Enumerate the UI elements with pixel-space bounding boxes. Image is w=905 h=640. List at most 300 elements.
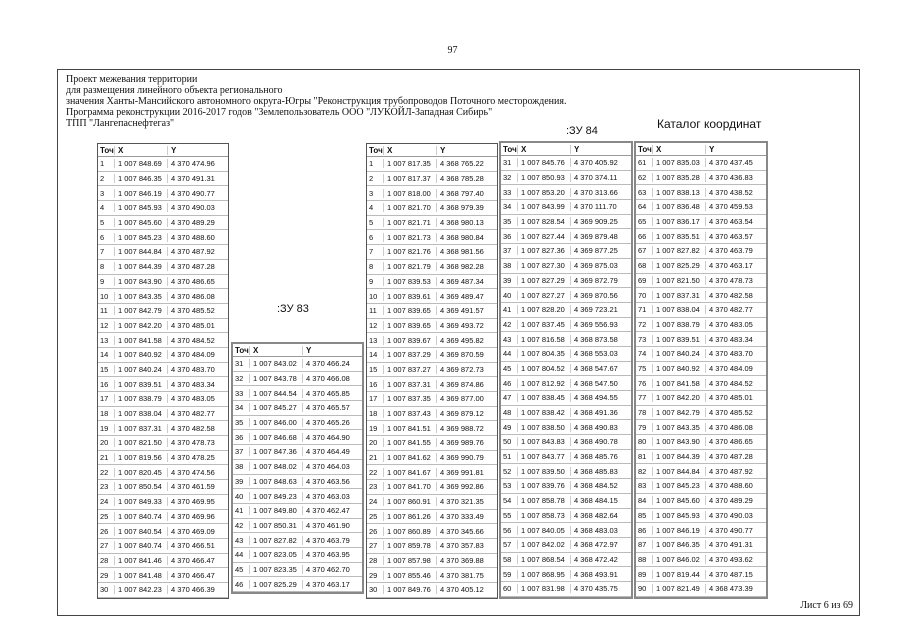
y-coordinate: 4 370 459.53 [705, 202, 764, 211]
x-coordinate: 1 007 840.74 [114, 541, 167, 550]
table-row [367, 524, 497, 539]
point-number: 31 [503, 158, 512, 168]
y-coordinate: 4 370 464.03 [302, 462, 361, 471]
point-number: 37 [503, 246, 512, 256]
y-coordinate: 4 369 877.00 [436, 394, 495, 403]
y-coordinate: 4 370 435.75 [570, 584, 629, 593]
table-row [501, 332, 631, 347]
table-row [636, 185, 766, 200]
point-number: 12 [100, 320, 109, 330]
x-coordinate: 1 007 850.93 [517, 173, 570, 182]
point-number: 61 [638, 158, 647, 168]
x-coordinate: 1 007 868.95 [517, 570, 570, 579]
x-coordinate: 1 007 849.80 [249, 506, 302, 515]
y-coordinate: 4 370 493.62 [705, 555, 764, 564]
y-coordinate: 4 370 491.31 [705, 540, 764, 549]
y-coordinate: 4 370 438.52 [705, 188, 764, 197]
table-row [98, 333, 228, 348]
point-number: 70 [638, 290, 647, 300]
x-coordinate: 1 007 839.67 [383, 336, 436, 345]
y-coordinate: 4 368 982.28 [436, 262, 495, 271]
table-row [501, 479, 631, 494]
point-number: 74 [638, 349, 647, 359]
point-number: 50 [503, 437, 512, 447]
y-coordinate: 4 370 313.66 [570, 188, 629, 197]
point-number: 4 [100, 203, 105, 213]
y-coordinate: 4 370 488.60 [705, 481, 764, 490]
point-number: 19 [100, 423, 109, 433]
table-row [98, 377, 228, 392]
x-coordinate: 1 007 845.76 [517, 158, 570, 167]
y-coordinate: 4 369 990.79 [436, 453, 495, 462]
y-coordinate: 4 369 877.25 [570, 246, 629, 255]
point-number: 8 [369, 262, 374, 272]
point-number: 5 [100, 218, 105, 228]
table-row [636, 391, 766, 406]
x-coordinate: 1 007 836.17 [652, 217, 705, 226]
y-coordinate: 4 370 405.92 [570, 158, 629, 167]
header-y: Y [302, 346, 361, 355]
header-y: Y [570, 145, 629, 154]
x-coordinate: 1 007 839.51 [652, 335, 705, 344]
y-coordinate: 4 370 478.73 [167, 438, 226, 447]
table-row [501, 553, 631, 568]
table-row [98, 451, 228, 466]
x-coordinate: 1 007 804.52 [517, 364, 570, 373]
x-coordinate: 1 007 841.62 [383, 453, 436, 462]
header-line-3: значения Ханты-Мансийского автономного округа-Югры "Реконструкция трубопроводов Поточного месторождения. [66, 96, 567, 107]
x-coordinate: 1 007 821.71 [383, 218, 436, 227]
point-number: 43 [235, 535, 244, 545]
table-row [636, 435, 766, 450]
table-row [501, 464, 631, 479]
table-row [501, 509, 631, 524]
y-coordinate: 4 368 485.83 [570, 467, 629, 476]
point-number: 29 [100, 570, 109, 580]
table-row [636, 553, 766, 568]
y-coordinate: 4 368 980.13 [436, 218, 495, 227]
y-coordinate: 4 369 487.34 [436, 277, 495, 286]
y-coordinate: 4 369 556.93 [570, 320, 629, 329]
point-number: 21 [100, 453, 109, 463]
y-coordinate: 4 369 879.48 [570, 232, 629, 241]
x-coordinate: 1 007 843.78 [249, 374, 302, 383]
y-coordinate: 4 370 482.58 [167, 424, 226, 433]
y-coordinate: 4 369 989.76 [436, 438, 495, 447]
y-coordinate: 4 370 478.25 [167, 453, 226, 462]
point-number: 38 [503, 261, 512, 271]
table-row [636, 582, 766, 597]
table-row [636, 288, 766, 303]
y-coordinate: 4 368 472.97 [570, 540, 629, 549]
table-row [367, 539, 497, 554]
table-row [233, 430, 362, 445]
table-row [233, 386, 362, 401]
point-number: 14 [369, 350, 378, 360]
point-number: 14 [100, 350, 109, 360]
y-coordinate: 4 368 765.22 [436, 159, 495, 168]
header-line-1: Проект межевания территории [66, 74, 198, 85]
y-coordinate: 4 370 466.39 [167, 585, 226, 594]
x-coordinate: 1 007 839.51 [114, 380, 167, 389]
x-coordinate: 1 007 821.70 [383, 203, 436, 212]
table-row [501, 259, 631, 274]
x-coordinate: 1 007 840.54 [114, 527, 167, 536]
y-coordinate: 4 370 463.79 [302, 536, 361, 545]
table-row [98, 524, 228, 539]
table-row [98, 363, 228, 378]
y-coordinate: 4 370 463.95 [302, 550, 361, 559]
point-number: 21 [369, 453, 378, 463]
point-number: 81 [638, 452, 647, 462]
point-number: 33 [235, 388, 244, 398]
y-coordinate: 4 370 483.05 [705, 320, 764, 329]
point-number: 60 [503, 584, 512, 594]
point-number: 22 [100, 467, 109, 477]
table-row [98, 421, 228, 436]
table-row [636, 274, 766, 289]
point-number: 32 [235, 374, 244, 384]
point-number: 2 [369, 174, 374, 184]
point-number: 30 [100, 585, 109, 595]
table-row [98, 230, 228, 245]
y-coordinate: 4 370 464.90 [302, 433, 361, 442]
point-number: 66 [638, 231, 647, 241]
point-number: 29 [369, 570, 378, 580]
x-coordinate: 1 007 859.78 [383, 541, 436, 550]
x-coordinate: 1 007 847.36 [249, 447, 302, 456]
x-coordinate: 1 007 821.50 [114, 438, 167, 447]
x-coordinate: 1 007 844.39 [114, 262, 167, 271]
table-row [367, 480, 497, 495]
table-row [367, 172, 497, 187]
point-number: 12 [369, 320, 378, 330]
x-coordinate: 1 007 816.58 [517, 335, 570, 344]
table-row [367, 451, 497, 466]
table-row [636, 347, 766, 362]
table-row [233, 372, 362, 387]
point-number: 8 [100, 262, 105, 272]
x-coordinate: 1 007 827.30 [517, 261, 570, 270]
y-coordinate: 4 368 490.78 [570, 437, 629, 446]
y-coordinate: 4 370 381.75 [436, 571, 495, 580]
x-coordinate: 1 007 845.27 [249, 403, 302, 412]
table-row [98, 260, 228, 275]
x-coordinate: 1 007 835.03 [652, 158, 705, 167]
x-coordinate: 1 007 825.29 [249, 580, 302, 589]
point-number: 24 [369, 497, 378, 507]
y-coordinate: 4 368 547.50 [570, 379, 629, 388]
x-coordinate: 1 007 804.35 [517, 349, 570, 358]
y-coordinate: 4 370 487.28 [705, 452, 764, 461]
table-row [367, 333, 497, 348]
table-row [636, 450, 766, 465]
table-row [367, 304, 497, 319]
point-number: 71 [638, 305, 647, 315]
point-number: 87 [638, 540, 647, 550]
table-row [636, 200, 766, 215]
point-number: 79 [638, 422, 647, 432]
x-coordinate: 1 007 828.54 [517, 217, 570, 226]
y-coordinate: 4 370 474.96 [167, 159, 226, 168]
x-coordinate: 1 007 848.02 [249, 462, 302, 471]
y-coordinate: 4 370 483.34 [167, 380, 226, 389]
table-row [98, 495, 228, 510]
y-coordinate: 4 369 489.47 [436, 292, 495, 301]
x-coordinate: 1 007 839.76 [517, 481, 570, 490]
point-number: 37 [235, 447, 244, 457]
x-coordinate: 1 007 827.82 [652, 246, 705, 255]
x-coordinate: 1 007 845.23 [652, 481, 705, 490]
point-number: 30 [369, 585, 378, 595]
table-row [636, 215, 766, 230]
x-coordinate: 1 007 838.13 [652, 188, 705, 197]
point-number: 7 [369, 247, 374, 257]
y-coordinate: 4 370 490.77 [705, 526, 764, 535]
y-coordinate: 4 370 484.52 [167, 336, 226, 345]
table-row [98, 436, 228, 451]
y-coordinate: 4 370 490.77 [167, 189, 226, 198]
sheet-footer: Лист 6 из 69 [800, 600, 853, 611]
y-coordinate: 4 370 486.08 [167, 292, 226, 301]
table-row [501, 229, 631, 244]
x-coordinate: 1 007 836.48 [652, 202, 705, 211]
point-number: 23 [100, 482, 109, 492]
point-number: 83 [638, 481, 647, 491]
table-row [367, 407, 497, 422]
point-number: 34 [235, 403, 244, 413]
x-coordinate: 1 007 853.20 [517, 188, 570, 197]
point-number: 3 [369, 188, 374, 198]
y-coordinate: 4 370 485.52 [705, 408, 764, 417]
y-coordinate: 4 370 461.59 [167, 482, 226, 491]
x-coordinate: 1 007 825.29 [652, 261, 705, 270]
coord-table-2 [231, 342, 364, 594]
y-coordinate: 4 370 485.52 [167, 306, 226, 315]
y-coordinate: 4 370 466.47 [167, 556, 226, 565]
table-row [636, 171, 766, 186]
table-row [367, 230, 497, 245]
point-number: 40 [235, 491, 244, 501]
x-coordinate: 1 007 850.31 [249, 521, 302, 530]
x-coordinate: 1 007 840.74 [114, 512, 167, 521]
point-number: 19 [369, 423, 378, 433]
table-row [233, 489, 362, 504]
x-coordinate: 1 007 846.68 [249, 433, 302, 442]
y-coordinate: 4 370 374.11 [570, 173, 629, 182]
table-row [501, 288, 631, 303]
point-number: 86 [638, 525, 647, 535]
x-coordinate: 1 007 819.44 [652, 570, 705, 579]
table-row [367, 465, 497, 480]
point-number: 10 [369, 291, 378, 301]
point-number: 27 [369, 541, 378, 551]
x-coordinate: 1 007 843.77 [517, 452, 570, 461]
point-number: 1 [100, 159, 105, 169]
y-coordinate: 4 370 465.85 [302, 389, 361, 398]
y-coordinate: 4 370 111.70 [570, 202, 629, 211]
y-coordinate: 4 370 437.45 [705, 158, 764, 167]
y-coordinate: 4 369 879.12 [436, 409, 495, 418]
point-number: 84 [638, 496, 647, 506]
x-coordinate: 1 007 841.70 [383, 482, 436, 491]
table-row [636, 156, 766, 171]
point-number: 13 [100, 335, 109, 345]
header-num: Точ [369, 145, 383, 155]
point-number: 49 [503, 422, 512, 432]
table-header [501, 143, 631, 156]
x-coordinate: 1 007 838.45 [517, 393, 570, 402]
y-coordinate: 4 370 486.65 [167, 277, 226, 286]
x-coordinate: 1 007 839.65 [383, 321, 436, 330]
coord-table-4 [499, 141, 633, 599]
point-number: 53 [503, 481, 512, 491]
x-coordinate: 1 007 843.99 [517, 202, 570, 211]
x-coordinate: 1 007 839.53 [383, 277, 436, 286]
table-row [233, 577, 362, 592]
y-coordinate: 4 370 469.96 [167, 512, 226, 521]
x-coordinate: 1 007 839.61 [383, 292, 436, 301]
point-number: 85 [638, 510, 647, 520]
y-coordinate: 4 369 992.86 [436, 482, 495, 491]
table-row [367, 510, 497, 525]
y-coordinate: 4 370 333.49 [436, 512, 495, 521]
table-row [636, 509, 766, 524]
point-number: 3 [100, 188, 105, 198]
header-num: Точ [235, 345, 249, 355]
table-row [233, 416, 362, 431]
point-number: 4 [369, 203, 374, 213]
point-number: 6 [369, 232, 374, 242]
y-coordinate: 4 370 487.92 [167, 247, 226, 256]
x-coordinate: 1 007 837.43 [383, 409, 436, 418]
table-row [636, 523, 766, 538]
table-row [501, 494, 631, 509]
x-coordinate: 1 007 817.37 [383, 174, 436, 183]
table-row [98, 583, 228, 598]
y-coordinate: 4 370 369.88 [436, 556, 495, 565]
table-row [367, 319, 497, 334]
y-coordinate: 4 368 491.36 [570, 408, 629, 417]
point-number: 18 [369, 409, 378, 419]
x-coordinate: 1 007 827.27 [517, 291, 570, 300]
x-coordinate: 1 007 837.31 [114, 424, 167, 433]
y-coordinate: 4 369 493.72 [436, 321, 495, 330]
y-coordinate: 4 368 979.39 [436, 203, 495, 212]
y-coordinate: 4 368 547.67 [570, 364, 629, 373]
table-header [636, 143, 766, 156]
table-header [233, 344, 362, 357]
table-row [636, 376, 766, 391]
header-line-2: для размещения линейного объекта регионального [66, 85, 283, 96]
y-coordinate: 4 368 473.39 [705, 584, 764, 593]
header-x: X [517, 145, 570, 154]
x-coordinate: 1 007 845.23 [114, 233, 167, 242]
x-coordinate: 1 007 841.48 [114, 571, 167, 580]
x-coordinate: 1 007 838.04 [652, 305, 705, 314]
y-coordinate: 4 368 980.84 [436, 233, 495, 242]
point-number: 41 [503, 305, 512, 315]
y-coordinate: 4 370 489.29 [167, 218, 226, 227]
table-row [367, 216, 497, 231]
y-coordinate: 4 368 785.28 [436, 174, 495, 183]
x-coordinate: 1 007 841.58 [114, 336, 167, 345]
point-number: 77 [638, 393, 647, 403]
x-coordinate: 1 007 838.50 [517, 423, 570, 432]
x-coordinate: 1 007 837.27 [383, 365, 436, 374]
y-coordinate: 4 369 872.79 [570, 276, 629, 285]
point-number: 23 [369, 482, 378, 492]
table-row [98, 407, 228, 422]
table-row [98, 275, 228, 290]
table-row [367, 377, 497, 392]
point-number: 57 [503, 540, 512, 550]
y-coordinate: 4 370 491.31 [167, 174, 226, 183]
table-header [98, 144, 228, 157]
y-coordinate: 4 370 485.01 [167, 321, 226, 330]
x-coordinate: 1 007 841.46 [114, 556, 167, 565]
y-coordinate: 4 370 463.17 [705, 261, 764, 270]
table-row [501, 450, 631, 465]
y-coordinate: 4 369 874.86 [436, 380, 495, 389]
point-number: 20 [100, 438, 109, 448]
point-number: 34 [503, 202, 512, 212]
x-coordinate: 1 007 843.90 [652, 437, 705, 446]
x-coordinate: 1 007 846.35 [114, 174, 167, 183]
x-coordinate: 1 007 835.51 [652, 232, 705, 241]
point-number: 16 [369, 379, 378, 389]
coord-table-5 [634, 141, 768, 599]
x-coordinate: 1 007 860.89 [383, 527, 436, 536]
table-row [98, 392, 228, 407]
header-line-5: ТПП "Лангепаснефтегаз" [66, 118, 175, 129]
x-coordinate: 1 007 855.46 [383, 571, 436, 580]
x-coordinate: 1 007 846.19 [114, 189, 167, 198]
point-number: 42 [503, 319, 512, 329]
x-coordinate: 1 007 841.58 [652, 379, 705, 388]
y-coordinate: 4 369 988.72 [436, 424, 495, 433]
zu84-label: :ЗУ 84 [566, 125, 598, 137]
table-row [98, 465, 228, 480]
header-y: Y [705, 145, 764, 154]
y-coordinate: 4 368 981.56 [436, 247, 495, 256]
point-number: 67 [638, 246, 647, 256]
y-coordinate: 4 369 870.56 [570, 291, 629, 300]
x-coordinate: 1 007 840.92 [652, 364, 705, 373]
table-row [367, 436, 497, 451]
table-row [367, 568, 497, 583]
table-row [233, 460, 362, 475]
point-number: 82 [638, 466, 647, 476]
y-coordinate: 4 368 483.03 [570, 526, 629, 535]
point-number: 39 [235, 476, 244, 486]
x-coordinate: 1 007 842.79 [114, 306, 167, 315]
y-coordinate: 4 370 482.77 [705, 305, 764, 314]
header-y: Y [167, 146, 226, 155]
point-number: 47 [503, 393, 512, 403]
table-row [636, 303, 766, 318]
y-coordinate: 4 370 321.35 [436, 497, 495, 506]
point-number: 75 [638, 363, 647, 373]
table-row [367, 348, 497, 363]
point-number: 58 [503, 554, 512, 564]
point-number: 28 [369, 555, 378, 565]
x-coordinate: 1 007 842.23 [114, 585, 167, 594]
y-coordinate: 4 370 466.24 [302, 359, 361, 368]
table-row [233, 504, 362, 519]
table-row [636, 494, 766, 509]
table-row [501, 523, 631, 538]
